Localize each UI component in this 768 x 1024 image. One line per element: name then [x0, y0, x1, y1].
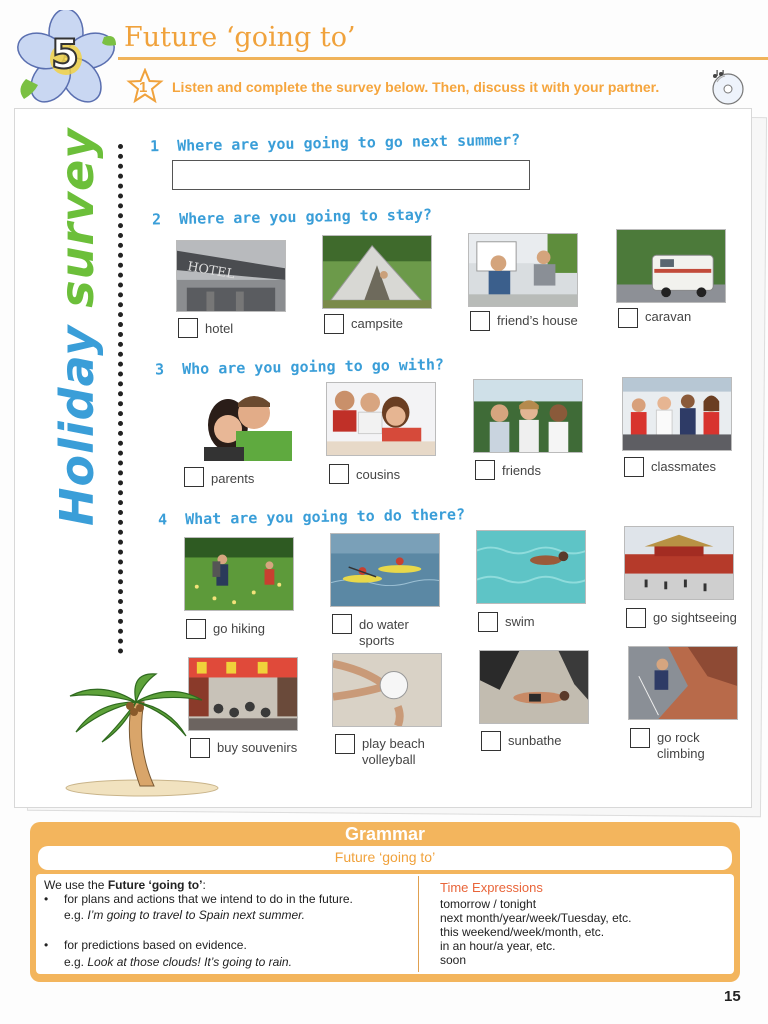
grammar-title: Grammar — [344, 824, 426, 844]
grammar-intro-text: We use the — [44, 878, 108, 892]
option-label: go sightseeing — [653, 610, 737, 625]
question-text: What are you going to do there? — [184, 505, 466, 529]
grammar-intro-colon: : — [202, 878, 206, 892]
grammar-point-2: for predictions based on evidence. — [64, 938, 247, 952]
sunbathe-photo — [479, 650, 589, 724]
example-text: Look at those clouds! It’s going to rain. — [87, 955, 292, 969]
grammar-intro — [44, 878, 206, 892]
unit-number: 5 — [51, 32, 79, 78]
campsite-photo — [322, 235, 432, 309]
exercise-number: 1 — [139, 79, 148, 96]
option-label: buy souvenirs — [217, 740, 298, 755]
checkbox-parents[interactable] — [184, 467, 204, 487]
checkbox-campsite[interactable] — [324, 314, 344, 334]
option-label: go rock climbing — [657, 730, 705, 761]
option-label: swim — [505, 614, 535, 629]
hiking-photo — [184, 537, 294, 611]
option-label: go hiking — [213, 621, 266, 636]
grammar-subtitle: Future ‘going to’ — [334, 849, 436, 865]
survey-title — [50, 127, 110, 526]
exercise-instruction: Listen and complete the survey below. Then, discuss it with your partner. — [172, 79, 660, 95]
sightseeing-photo — [624, 526, 734, 600]
friends-house-photo — [468, 233, 578, 307]
checkbox-cousins[interactable] — [329, 464, 349, 484]
option-label: campsite — [351, 316, 404, 331]
hotel-photo — [176, 240, 286, 312]
grammar-bullet: • — [44, 938, 49, 952]
grammar-bullet: • — [44, 892, 49, 906]
question-number: 2 — [151, 210, 162, 229]
example-prefix: e.g. — [64, 955, 88, 969]
option-label: classmates — [651, 459, 717, 474]
option-label: caravan — [645, 309, 692, 324]
rock-climbing-photo — [628, 646, 738, 720]
header-divider — [118, 57, 768, 60]
time-expressions-title: Time Expressions — [440, 880, 543, 895]
question-text: Who are you going to go with? — [181, 355, 445, 379]
grammar-example-2 — [64, 955, 414, 969]
checkbox-hotel[interactable] — [178, 318, 198, 338]
beach-volleyball-photo — [332, 653, 442, 727]
page-number: 15 — [724, 988, 741, 1005]
checkbox-go-hiking[interactable] — [186, 619, 206, 639]
survey-title-survey: survey — [50, 127, 104, 308]
dotted-divider — [118, 144, 126, 654]
grammar-intro-bold: Future ‘going to’ — [107, 878, 203, 892]
friends-photo — [473, 379, 583, 453]
unit-title: Future ‘going to’ — [124, 22, 356, 53]
checkbox-sunbathe[interactable] — [481, 731, 501, 751]
time-expression: soon — [440, 953, 467, 967]
checkbox-go-sightseeing[interactable] — [626, 608, 646, 628]
question-number: 1 — [149, 137, 160, 156]
water-sports-photo — [330, 533, 440, 607]
time-expression: this weekend/week/month, etc. — [440, 925, 605, 939]
checkbox-do-water-sports[interactable] — [332, 614, 352, 634]
checkbox-friends[interactable] — [475, 460, 495, 480]
option-label: friends — [502, 463, 542, 478]
checkbox-play-beach-volleyball[interactable] — [335, 734, 355, 754]
time-expression: tomorrow / tonight — [440, 897, 537, 911]
question-number: 4 — [157, 510, 168, 529]
checkbox-classmates[interactable] — [624, 457, 644, 477]
cousins-photo — [326, 382, 436, 456]
example-prefix: e.g. — [64, 908, 88, 922]
question-number: 3 — [154, 360, 165, 379]
cd-icon — [708, 70, 746, 106]
answer-input-box[interactable] — [172, 160, 530, 190]
checkbox-friends-house[interactable] — [470, 311, 490, 331]
option-label: play beach volleyball — [362, 736, 425, 767]
question-text: Where are you going to go next summer? — [176, 130, 521, 155]
classmates-photo — [622, 377, 732, 451]
checkbox-caravan[interactable] — [618, 308, 638, 328]
option-label: friend’s house — [497, 313, 578, 328]
option-label: do water sports — [359, 617, 409, 648]
option-label: sunbathe — [508, 733, 562, 748]
palm-tree-icon — [62, 672, 222, 798]
parents-photo — [198, 385, 294, 461]
grammar-divider — [418, 876, 419, 972]
swim-photo — [476, 530, 586, 604]
checkbox-swim[interactable] — [478, 612, 498, 632]
caravan-photo — [616, 229, 726, 303]
example-text: I’m going to travel to Spain next summer. — [87, 908, 306, 922]
survey-title-holiday: Holiday — [50, 324, 104, 526]
hotel-sign: HOTEL — [186, 258, 237, 282]
grammar-example-1 — [64, 908, 414, 922]
grammar-point-1: for plans and actions that we intend to do in the future. — [64, 892, 353, 906]
question-text: Where are you going to stay? — [178, 205, 433, 228]
option-label: cousins — [356, 467, 401, 482]
option-label: hotel — [205, 321, 234, 336]
time-expression: next month/year/week/Tuesday, etc. — [440, 911, 632, 925]
time-expression: in an hour/a year, etc. — [440, 939, 556, 953]
checkbox-go-rock-climbing[interactable] — [630, 728, 650, 748]
option-label: parents — [211, 471, 255, 486]
